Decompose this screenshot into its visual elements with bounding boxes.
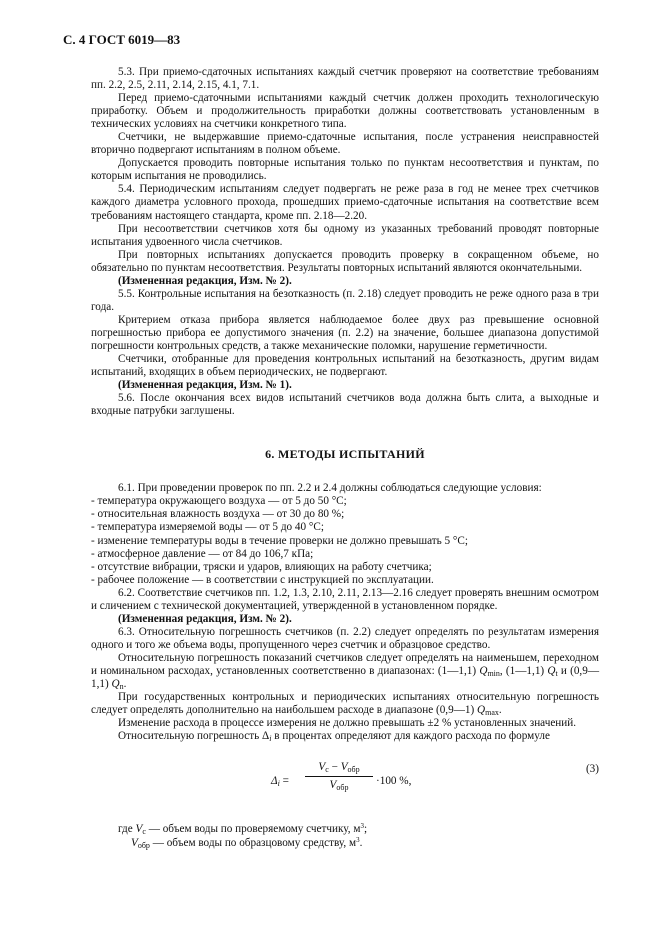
condition-item: - температура измеряемой воды — от 5 до 40 °С; — [91, 521, 324, 534]
paragraph: 6.2. Соответствие счетчиков пп. 1.2, 1.3, 2.10, 2.11, 2.13—2.16 следует проверять внешним осмотром и сличением с технической документацией, утвержденной в установленном порядке. — [91, 586, 599, 612]
formula-3 — [91, 755, 599, 809]
paragraph-max-flow: При государственных контрольных и периодических испытаниях относительную погрешность следует определять дополнительно на наибольшем расходе в диапазоне (0,9—1) Qmax. — [91, 691, 599, 718]
formula-fraction — [305, 761, 373, 792]
document-body — [91, 66, 599, 851]
formula-number: (3) — [585, 763, 599, 776]
formula-denominator: Vобр — [329, 779, 349, 793]
condition-item: - рабочее положение — в соответствии с инструкцией по эксплуатации. — [91, 573, 434, 586]
paragraph: Счетчики, не выдержавшие приемо-сдаточные испытания, после устранения неисправностей вторично подвергают испытаниям в полном объеме. — [91, 131, 599, 157]
condition-item: - отсутствие вибрации, тряски и ударов, влияющих на работу счетчика; — [91, 560, 432, 573]
paragraph: 6.1. При проведении проверок по пп. 2.2 и 2.4 должны соблюдаться следующие условия: — [118, 482, 542, 495]
edit-note: (Измененная редакция, Изм. № 2). — [118, 274, 292, 287]
edit-note: (Измененная редакция, Изм. № 1). — [118, 379, 292, 392]
paragraph: 5.5. Контрольные испытания на безотказность (п. 2.18) следует проводить не реже одного раза в три года. — [91, 287, 599, 313]
page-header: С. 4 ГОСТ 6019—83 — [63, 32, 181, 47]
formula-lhs: Δi = — [271, 775, 289, 789]
legend-line: где Vc — объем воды по проверяемому счетчику, $м^3$; — [118, 822, 368, 837]
formula-rhs: ·100 %, — [376, 775, 412, 788]
paragraph: 6.3. Относительную погрешность счетчиков (п. 2.2) следует определять по результатам измерения одного и того же объема воды, пропущенного через счетчик и образцовое средство. — [91, 625, 599, 651]
condition-item: - температура окружающего воздуха — от 5 до 50 °С; — [91, 495, 347, 508]
formula-legend — [91, 823, 599, 851]
paragraph: Перед приемо-сдаточными испытаниями каждый счетчик должен проходить технологическую приработку. Объем и продолжительность приработки должны соответствовать установленным в технических условиях на счетчики конкретного типа. — [91, 92, 599, 131]
condition-item: - относительная влажность воздуха — от 30 до 80 %; — [91, 508, 345, 521]
paragraph-formula-intro: Относительную погрешность Δi в процентах определяют для каждого расхода по формуле — [118, 730, 550, 744]
paragraph: При несоответствии счетчиков хотя бы одному из указанных требований проводят повторные испытания удвоенного числа счетчиков. — [91, 222, 599, 248]
paragraph: Допускается проводить повторные испытания только по пунктам несоответствия и пунктам, по которым испытания не проводились. — [91, 157, 599, 183]
paragraph: Счетчики, отобранные для проведения контрольных испытаний на безотказность, другим видам испытаний, входящих в объем периодических, не подвергают. — [91, 353, 599, 379]
edit-note: (Измененная редакция, Изм. № 2). — [118, 612, 292, 625]
paragraph: 5.3. При приемо-сдаточных испытаниях каждый счетчик проверяют на соответствие требованиям пп. 2.2, 2.5, 2.11, 2.14, 2.15, 4.1, 7.1. — [91, 66, 599, 92]
paragraph-flow-ranges: Относительную погрешность показаний счетчиков следует определять на наименьшем, переходном и номинальном расходах, установленных соответственно в диапазонах: (1—1,1) Qmin, (1—1,1) Qt и (0,9—1,1) Qn. — [91, 651, 600, 692]
condition-item: - атмосферное давление — от 84 до 106,7 кПа; — [91, 547, 314, 560]
paragraph: При повторных испытаниях допускается проводить проверку в сокращенном объеме, но обязательно по пунктам несоответствия. Результаты повторных испытаний являются окончательными. — [91, 248, 599, 274]
formula-numerator: Vc − Vобр — [305, 761, 373, 777]
paragraph: Критерием отказа прибора является наблюдаемое более двух раз превышение основной погрешностью прибора ее допустимого значения (п. 2.2) на значение, большее диапазона допустимой погрешности контрольных средств, а также механические поломки, нарушение герметичности. — [91, 313, 599, 352]
paragraph: 5.4. Периодическим испытаниям следует подвергать не реже раза в год не менее трех счетчиков каждого диаметра условного прохода, прошедших приемо-сдаточные испытания на соответствие всем требованиям настоящего стандарта, кроме пп. 2.18—2.20. — [91, 183, 599, 222]
legend-line: Vобр — объем воды по образцовому средству, $м^3$. — [131, 836, 363, 851]
section-heading: 6. МЕТОДЫ ИСПЫТАНИЙ — [265, 447, 425, 462]
condition-item: - изменение температуры воды в течение проверки не должно превышать 5 °С; — [91, 534, 468, 547]
paragraph: 5.6. После окончания всех видов испытаний счетчиков вода должна быть слита, а выходные и входные патрубки заглушены. — [91, 392, 599, 418]
paragraph: Изменение расхода в процессе измерения не должно превышать ±2 % установленных значений. — [118, 717, 577, 730]
